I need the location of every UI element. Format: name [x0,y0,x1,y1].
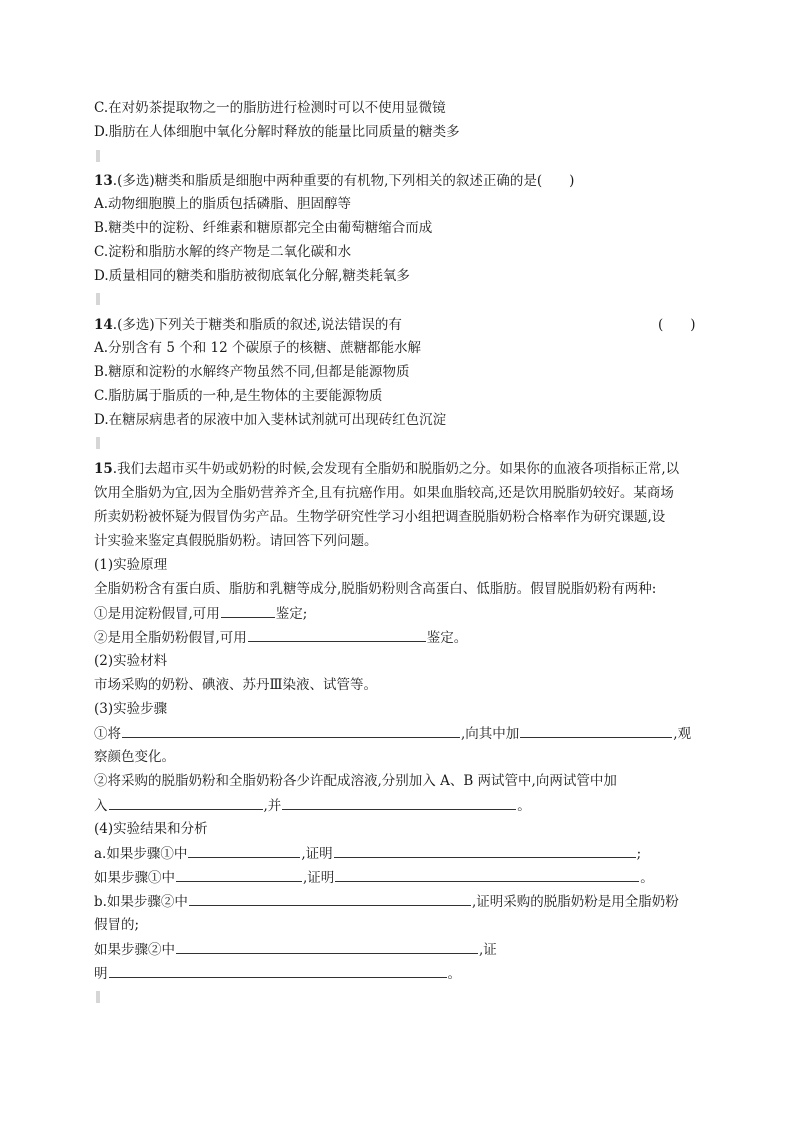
q15-result-a-alt-prefix: 如果步骤①中 [94,870,175,886]
q13-option-c: C.淀粉和脂肪水解的终产物是二氧化碳和水 [94,244,352,260]
q14-number: 14 [94,317,113,333]
answer-blank[interactable] [282,795,516,810]
separator-mark [96,991,100,1003]
q15-result-a-prefix: a.如果步骤①中 [94,846,188,862]
q15-result-b-alt [94,939,497,959]
q15-step-1 [94,723,691,743]
answer-blank[interactable] [335,867,639,882]
q13-stem-text: .(多选)糖类和脂质是细胞中两种重要的有机物,下列相关的叙述正确的是( ) [112,173,575,189]
q15-fill-2-prefix: ②是用全脂奶粉假冒,可用 [94,630,247,646]
q15-step-2-prefix: 入 [94,798,108,814]
q15-paragraph-line-3: 所卖奶粉被怀疑为假冒伪劣产品。生物学研究性学习小组把调查脱脂奶粉合格率作为研究课题,设 [94,509,666,525]
q15-result-b-alt-suffix-2: 。 [447,966,461,982]
q14-answer-paren: ( ) [658,317,696,333]
q15-paragraph-line-4: 计实验来鉴定真假脱脂奶粉。请回答下列问题。 [94,533,378,549]
q14-option-c: C.脂肪属于脂质的一种,是生物体的主要能源物质 [94,388,383,404]
q12-option-d: D.脂肪在人体细胞中氧化分解时释放的能量比同质量的糖类多 [94,124,460,140]
q14-option-d: D.在糖尿病患者的尿液中加入斐林试剂就可出现砖红色沉淀 [94,412,447,428]
q15-step-2-continued [94,795,531,815]
answer-blank[interactable] [109,963,447,978]
q15-step-1-suffix: ,观 [673,726,692,742]
q12-option-c: C.在对奶茶提取物之一的脂肪进行检测时可以不使用显微镜 [94,100,446,116]
answer-blank[interactable] [109,795,263,810]
q15-result-a-alt-suffix: 。 [640,870,654,886]
q15-result-a-alt [94,867,654,887]
q15-step-1-continued: 察颜色变化。 [94,749,175,765]
q15-paragraph-line-1 [94,459,679,479]
q15-heading-results: (4)实验结果和分析 [94,821,208,837]
q15-result-b-continued: 假冒的; [94,917,140,933]
q15-result-b-prefix: b.如果步骤②中 [94,894,188,910]
q15-result-b-suffix: ,证明采购的脱脂奶粉是用全脂奶粉 [471,894,679,910]
q13-option-b: B.糖类中的淀粉、纤维素和糖原都完全由葡萄糖缩合而成 [94,220,433,236]
q15-heading-materials: (2)实验材料 [94,653,168,669]
q14-option-a: A.分别含有 5 个和 12 个碳原子的核糖、蔗糖都能水解 [94,340,421,356]
answer-blank[interactable] [248,627,426,642]
q15-result-b [94,891,679,911]
answer-blank[interactable] [188,843,300,858]
answer-blank[interactable] [520,723,672,738]
q15-result-a-alt-middle: ,证明 [303,870,335,886]
q15-number: 15 [94,461,113,477]
q14-stem-text: .(多选)下列关于糖类和脂质的叙述,说法错误的有 [112,317,402,333]
q15-step-2: ②将采购的脱脂奶粉和全脂奶粉各少许配成溶液,分别加入 A、B 两试管中,向两试管中加 [94,773,617,789]
q15-result-b-alt-prefix-2: 明 [94,966,108,982]
q15-fill-1-suffix: 鉴定; [275,606,308,622]
q15-fill-1-prefix: ①是用淀粉假冒,可用 [94,606,220,622]
q15-text-1: .我们去超市买牛奶或奶粉的时候,会发现有全脂奶和脱脂奶之分。如果你的血液各项指标正常,以 [112,461,680,477]
q15-step-1-prefix: ①将 [94,726,121,742]
q13-stem [94,171,574,191]
q15-materials-text: 市场采购的奶粉、碘液、苏丹Ⅲ染液、试管等。 [94,677,378,693]
q15-paragraph-line-2: 饮用全脂奶为宜,因为全脂奶营养齐全,且有抗癌作用。如果血脂较高,还是饮用脱脂奶较好。某商场 [94,485,674,501]
q14-stem [94,315,402,335]
q14-option-b: B.糖原和淀粉的水解终产物虽然不同,但都是能源物质 [94,364,410,380]
q15-result-a-middle: ,证明 [301,846,333,862]
q13-option-a: A.动物细胞膜上的脂质包括磷脂、胆固醇等 [94,196,352,212]
separator-mark [96,293,100,305]
q13-option-d: D.质量相同的糖类和脂肪被彻底氧化分解,糖类耗氧多 [94,268,410,284]
q15-fill-1 [94,603,307,623]
separator-mark [96,437,100,449]
q15-step-2-suffix: 。 [517,798,531,814]
q15-heading-principle: (1)实验原理 [94,557,168,573]
q15-principle-text: 全脂奶粉含有蛋白质、脂肪和乳糖等成分,脱脂奶粉则含高蛋白、低脂肪。假冒脱脂奶粉有两种: [94,581,657,597]
q15-result-b-alt-prefix: 如果步骤②中 [94,942,175,958]
q15-heading-steps: (3)实验步骤 [94,701,168,717]
q15-result-b-alt-suffix: ,证 [479,942,497,958]
q15-result-b-alt-continued [94,963,461,983]
q15-step-2-middle: ,并 [263,798,282,814]
answer-blank[interactable] [334,843,636,858]
answer-blank[interactable] [189,891,471,906]
answer-blank[interactable] [122,723,460,738]
answer-blank[interactable] [221,603,275,618]
q15-result-a [94,843,641,863]
q15-fill-2 [94,627,467,647]
q15-fill-2-suffix: 鉴定。 [426,630,468,646]
answer-blank[interactable] [176,867,302,882]
q15-result-a-suffix: ; [636,846,642,862]
q13-number: 13 [94,173,113,189]
q15-step-1-middle: ,向其中加 [461,726,520,742]
separator-mark [96,150,100,162]
answer-blank[interactable] [176,939,478,954]
